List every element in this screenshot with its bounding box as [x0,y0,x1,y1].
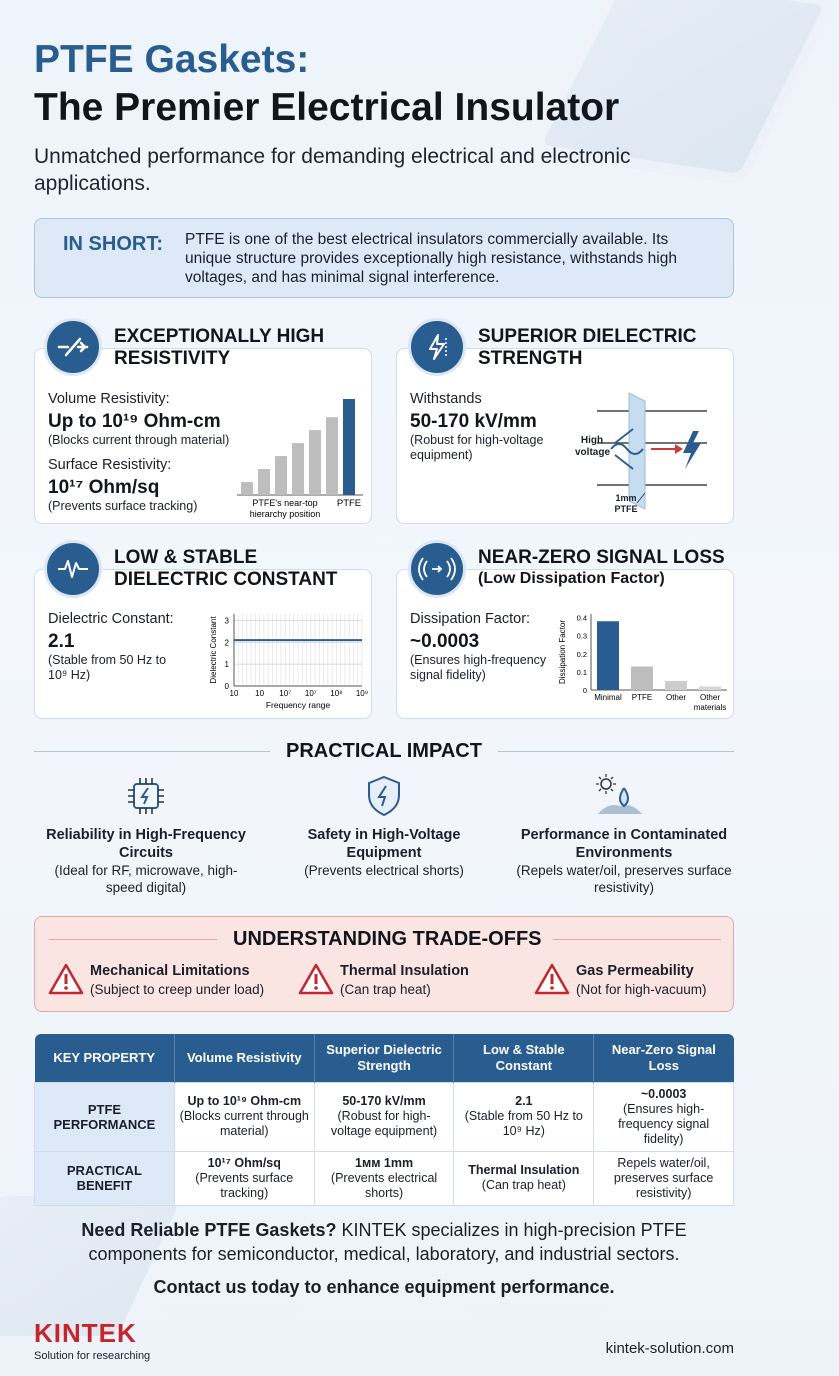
table-cell [594,1151,734,1205]
website-link[interactable]: kintek-solution.com [605,1340,734,1357]
chart-ylabel: Dissipation Factor [558,619,567,685]
table-cell-value: Thermal Insulation [468,1163,580,1177]
page-title-line1: PTFE Gaskets: [34,38,310,81]
tradeoff-2-title: Thermal Insulation [340,963,469,979]
table-cell-value: Up to 10¹⁹ Ohm-cm [187,1094,302,1108]
cta-body: KINTEK specializes in high-precision PTFE components for semiconductor, medical, laboratory, and industrial sectors. [88,1220,687,1264]
page-subtitle: Unmatched performance for demanding electrical and electronic applications. [34,145,631,195]
table-row [35,1082,734,1151]
table-cell-value: 1ᴍᴍ 1mm [355,1155,414,1170]
tradeoffs-divider-left [49,939,217,940]
chart-tick-label: 0.1 [576,667,587,677]
table-cell [454,1082,594,1151]
lightning-icon [408,318,466,376]
table-cell-note: Repels water/oil, preserves surface resistivity) [613,1155,714,1200]
surface-resistivity-note: (Prevents surface tracking) [48,499,198,513]
chart-tick-label: 10 [255,689,265,698]
chart-tick-label: 10⁷ [304,689,317,698]
table-cell-note: (Prevents surface tracking) [195,1170,294,1200]
dielectric-constant-title: LOW & STABLE DIELECTRIC CONSTANT [114,547,338,590]
resistivity-bar-chart [235,389,365,521]
impact-item-3-title: Performance in Contaminated Environments [520,827,728,861]
logo-tagline: Solution for researching [34,1350,151,1362]
resistivity-title: EXCEPTIONALLY HIGH RESISTIVITY [114,326,325,369]
chart-tick-label: 0.3 [576,631,587,641]
chart-tick-label: Other materials [693,693,727,712]
table-header-cell: Near-Zero Signal Loss [594,1034,734,1082]
signal-icon [408,540,466,598]
warning-icon [49,963,83,995]
chart-tick-label: 3 [224,616,229,626]
impact-item-1-title: Reliability in High-Frequency Circuits [46,827,246,861]
dissipation-factor-label: Dissipation Factor: [410,611,531,627]
table-cell-note: (Stable from 50 Hz to 10⁹ Hz) [464,1109,583,1138]
table-cell [454,1151,594,1205]
table-cell-value: 2.1 [515,1094,533,1108]
dissipation-factor-note: (Ensures high-frequency signal fidelity) [410,653,547,682]
dielectric-constant-note: (Stable from 50 Hz to 10⁹ Hz) [48,653,167,682]
surface-resistivity-value: 10¹⁷ Ohm/sq [48,477,160,498]
table-cell-value: 10¹⁷ Ohm/sq [207,1155,281,1170]
impact-item-3-note: (Repels water/oil, preserves surface resistivity) [516,863,732,895]
dissipation-factor-chart [557,608,732,718]
chart-caption: PTFE's near-top hierarchy position [249,498,321,519]
chart-tick-label: 10⁷ [279,689,292,698]
chart-bar [326,417,338,495]
table-cell [174,1151,314,1205]
comparison-table [34,1034,734,1206]
tradeoff-1-note: (Subject to creep under load) [90,982,265,997]
warning-icon [299,963,333,995]
table-header-row [35,1034,734,1082]
chart-tick-label: 10 [229,689,239,698]
impact-divider-right [498,751,734,752]
chart-tick-label: Other [665,693,687,702]
table-cell-note: (Blocks current through material) [179,1109,309,1138]
table-row [35,1151,734,1205]
table-cell-note: (Robust for high-voltage equipment) [330,1109,438,1138]
impact-title: PRACTICAL IMPACT [286,740,482,762]
kintek-logo: KINTEK [34,1318,137,1348]
table-cell [594,1082,734,1151]
chart-bar [597,621,619,690]
tradeoffs-title: UNDERSTANDING TRADE-OFFS [233,928,542,950]
chart-bar-ptfe [343,399,355,495]
dielectric-constant-chart [210,608,370,714]
dielectric-strength-title: SUPERIOR DIELECTRIC STRENGTH [478,326,697,369]
chart-tick-label: 10⁸ [330,689,343,698]
table-cell-note: (Ensures high-frequency signal fidelity) [618,1101,710,1146]
tradeoff-3-title: Gas Permeability [576,963,694,979]
tradeoff-2-note: (Can trap heat) [340,982,431,997]
impact-item-2-note: (Prevents electrical shorts) [304,863,464,878]
cta-contact: Contact us today to enhance equipment performance. [153,1277,615,1297]
chart-bar [241,482,253,495]
chart-tick-label: 10⁹ [355,689,369,698]
table-cell-note: (Can trap heat) [481,1178,566,1192]
surface-resistivity-label: Surface Resistivity: [48,457,172,473]
volume-resistivity-label: Volume Resistivity: [48,391,170,407]
chart-bar [631,666,653,690]
chart-tick-label: 2 [224,638,229,648]
table-cell-value: 50-170 kV/mm [342,1094,426,1108]
impact-item-2-title: Safety in High-Voltage Equipment [307,827,461,861]
chart-bar [292,443,304,495]
table-cell [314,1151,454,1205]
chart-bar [275,456,287,495]
chart-bar [699,686,721,690]
table-header-cell: KEY PROPERTY [35,1034,175,1082]
dielectric-strength-note: (Robust for high-voltage equipment) [410,433,544,462]
chart-tick-label: PTFE [336,498,362,509]
card-dielectric-strength [396,348,734,524]
resistivity-icon [44,318,102,376]
high-voltage-label: High voltage [575,435,611,458]
impact-divider-left [34,751,270,752]
tradeoff-1-title: Mechanical Limitations [90,963,250,979]
dielectric-constant-value: 2.1 [48,631,75,652]
chart-tick-label: 0 [224,682,229,691]
chart-ylabel: Dielectric Constant [209,616,218,684]
shield-icon [364,774,404,818]
water-drop-icon [594,772,644,818]
dielectric-strength-value: 50-170 kV/mm [410,411,537,432]
table-row-head: PRACTICAL BENEFIT [35,1151,175,1205]
table-header-cell: Low & Stable Constant [454,1034,594,1082]
volume-resistivity-note: (Blocks current through material) [48,433,230,447]
tradeoffs-divider-right [553,939,721,940]
dissipation-factor-value: ~0.0003 [410,631,480,652]
signal-loss-title: NEAR-ZERO SIGNAL LOSS [478,547,725,568]
tradeoff-3-note: (Not for high-vacuum) [576,982,707,997]
withstands-label: Withstands [410,391,482,407]
chart-bar [258,469,270,495]
chart-tick-label: 1 [224,660,229,670]
chart-bar [309,430,321,495]
chart-tick-label: Minimal [594,693,622,702]
table-cell [314,1082,454,1151]
waveform-icon [44,540,102,598]
cta-text [34,1218,734,1266]
chart-tick-label: PTFE [631,693,653,702]
table-cell-note: (Prevents electrical shorts) [330,1170,438,1200]
chart-tick-label: 0.2 [576,649,587,659]
in-short-label: IN SHORT: [63,233,163,255]
dielectric-constant-label: Dielectric Constant: [48,611,174,627]
chart-xlabel: Frequency range [265,700,331,710]
decorative-chip-bottom [0,1196,183,1336]
chart-tick-label: 0 [582,686,587,695]
card-resistivity [34,348,372,524]
chip-icon [126,776,166,816]
volume-resistivity-value: Up to 10¹⁹ Ohm-cm [48,411,221,432]
cta-bold: Need Reliable PTFE Gaskets? [81,1220,337,1240]
in-short-box [34,218,734,298]
chart-bar [665,681,687,690]
table-cell-value: ~0.0003 [640,1086,687,1101]
page-title-line2: The Premier Electrical Insulator [34,86,620,129]
table-header-cell: Volume Resistivity [174,1034,314,1082]
ptfe-thickness-label: 1mm PTFE [614,493,638,514]
table-header-cell: Superior Dielectric Strength [314,1034,454,1082]
chart-tick-label: 0.4 [576,613,587,623]
table-row-head: PTFE PERFORMANCE [35,1082,175,1151]
table-cell [174,1082,314,1151]
signal-loss-subtitle: (Low Dissipation Factor) [478,570,665,587]
warning-icon [535,963,569,995]
tradeoffs-box [34,916,734,1012]
impact-item-1-note: (Ideal for RF, microwave, high-speed digital) [54,863,238,895]
in-short-text: PTFE is one of the best electrical insulators commercially available. Its unique structure provides exceptionally high resistance, withstands high voltages, and has minimal signal interference. [185,231,677,286]
